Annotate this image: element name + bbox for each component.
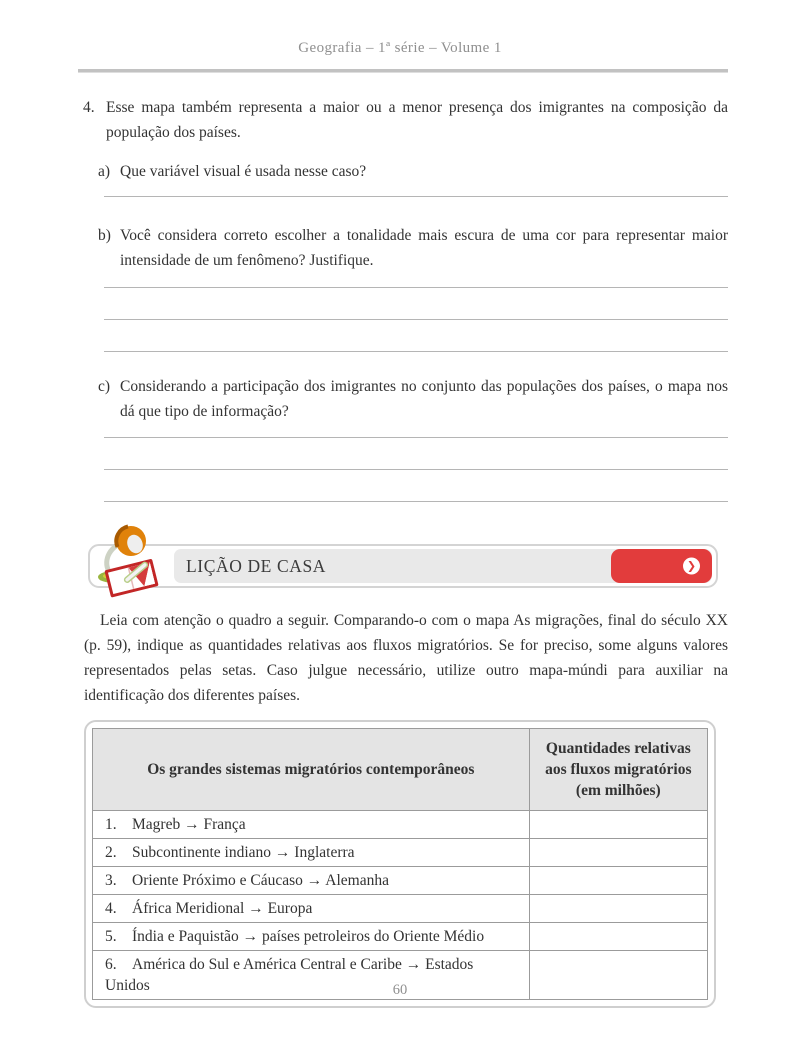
- migration-route: Índia e Paquistão → países petroleiros do Oriente Médio: [132, 928, 485, 945]
- row-number: 1.: [105, 816, 117, 833]
- quantity-cell: [529, 895, 707, 923]
- answer-line: [104, 470, 728, 502]
- table-row: [93, 895, 708, 923]
- table-row: [93, 839, 708, 867]
- table-row: [93, 867, 708, 895]
- migration-route: Oriente Próximo e Cáucaso → Alemanha: [132, 872, 389, 889]
- homework-arrow-button: [611, 549, 712, 583]
- row-number: 2.: [105, 844, 117, 861]
- subquestion-c: [98, 374, 728, 424]
- homework-banner: [88, 544, 718, 588]
- row-number: 5.: [105, 928, 117, 945]
- subquestion-b-letter: b): [98, 227, 111, 244]
- answer-line: [104, 320, 728, 352]
- quantity-cell: [529, 867, 707, 895]
- header-rule: [78, 69, 728, 73]
- quantity-cell: [529, 923, 707, 951]
- subquestion-a: [98, 159, 728, 184]
- subquestion-c-letter: c): [98, 378, 111, 395]
- answer-lines-b: [104, 273, 728, 352]
- lamp-and-map-icon: [90, 522, 166, 598]
- answer-line: [104, 184, 728, 197]
- subquestion-c-text: Considerando a participação dos imigrantes no conjunto das populações dos países, o mapa nos dá que tipo de informação?: [120, 378, 728, 420]
- homework-banner-label: LIÇÃO DE CASA: [186, 555, 327, 576]
- quantity-cell: [529, 811, 707, 839]
- question-text: Esse mapa também representa a maior ou a menor presença dos imigrantes na composição da população dos países.: [106, 99, 728, 141]
- subquestion-a-text: Que variável visual é usada nesse caso?: [120, 163, 367, 180]
- chevron-right-icon: ❯: [683, 558, 700, 575]
- migration-route: África Meridional → Europa: [132, 900, 313, 917]
- question-number: 4.: [83, 99, 95, 116]
- migration-table: [92, 728, 708, 1000]
- row-number: 6.: [105, 956, 117, 973]
- answer-line: [104, 438, 728, 470]
- table-header-systems: Os grandes sistemas migratórios contemporâneos: [93, 729, 530, 811]
- migration-route: Subcontinente indiano → Inglaterra: [132, 844, 355, 861]
- homework-table-container: [84, 720, 716, 1008]
- table-header-row: [93, 729, 708, 811]
- page-number: 60: [392, 982, 408, 998]
- subquestion-b: [98, 223, 728, 273]
- quantity-cell: [529, 839, 707, 867]
- migration-route: Magreb → França: [132, 816, 246, 833]
- row-number: 4.: [105, 900, 117, 917]
- migration-route: América do Sul e América Central e Caribe → Estados Unidos: [105, 956, 474, 994]
- instructions-paragraph: Leia com atenção o quadro a seguir. Comparando-o com o mapa As migrações, final do século XX (p. 59), indique as quantidades relativas aos fluxos migratórios. Se for preciso, some alguns valores representados pelas setas. Caso julgue necessário, utilize outro mapa-múndi para auxiliar na identificação dos diferentes países.: [84, 612, 728, 704]
- subquestion-b-text: Você considera correto escolher a tonalidade mais escura de uma cor para representar maior intensidade de um fenômeno? Justifique.: [120, 227, 728, 269]
- table-row: [93, 923, 708, 951]
- answer-lines-c: [104, 424, 728, 502]
- answer-line: [104, 273, 728, 288]
- running-header: Geografia – 1ª série – Volume 1: [298, 40, 502, 56]
- row-number: 3.: [105, 872, 117, 889]
- subquestion-a-letter: a): [98, 163, 111, 180]
- table-header-quantities: Quantidades relativas aos fluxos migratórios (em milhões): [529, 729, 707, 811]
- question-4: [83, 95, 728, 502]
- answer-line: [104, 424, 728, 438]
- answer-line: [104, 288, 728, 320]
- answer-lines-a: [104, 184, 728, 197]
- table-row: [93, 811, 708, 839]
